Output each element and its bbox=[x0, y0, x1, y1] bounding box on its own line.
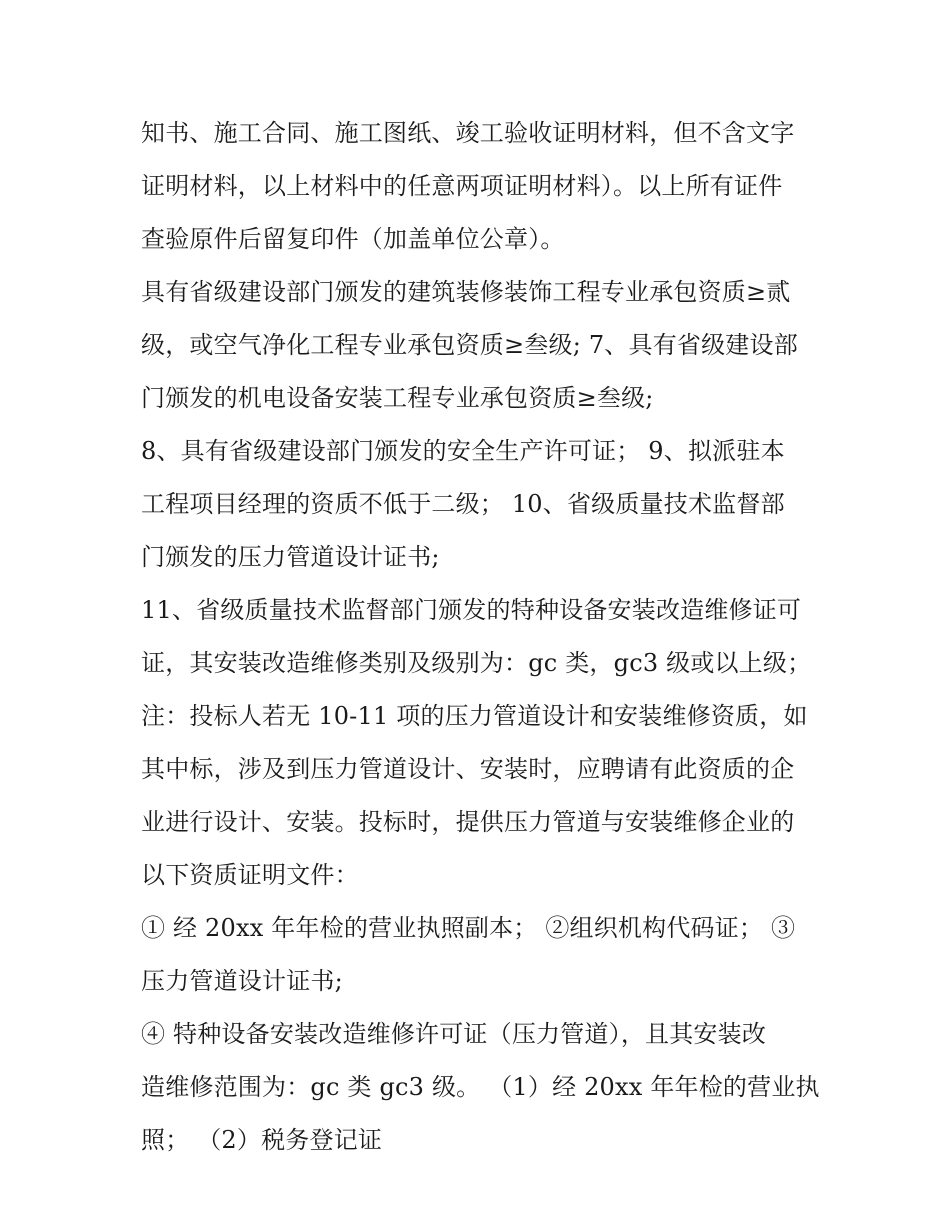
text-line: 工程项目经理的资质不低于二级； 10、省级质量技术监督部 bbox=[141, 490, 785, 518]
text-line: 查验原件后留复印件（加盖单位公章）。 bbox=[141, 225, 565, 253]
text-line: 门颁发的压力管道设计证书; bbox=[141, 543, 440, 571]
document-body bbox=[141, 107, 821, 1167]
text-line: ④ 特种设备安装改造维修许可证（压力管道），且其安装改 bbox=[141, 1020, 767, 1048]
text-line: 级，或空气净化工程专业承包资质≥叁级; 7、具有省级建设部 bbox=[141, 331, 798, 359]
text-line: ① 经 20xx 年年检的营业执照副本； ②组织机构代码证； ③ bbox=[141, 914, 796, 942]
text-line: 11、省级质量技术监督部门颁发的特种设备安装改造维修证可 bbox=[141, 596, 802, 624]
text-line: 业进行设计、安装。投标时，提供压力管道与安装维修企业的 bbox=[141, 808, 795, 836]
text-line: 注：投标人若无 10-11 项的压力管道设计和安装维修资质，如 bbox=[141, 702, 808, 730]
text-line: 其中标，涉及到压力管道设计、安装时，应聘请有此资质的企 bbox=[141, 755, 795, 783]
text-line: 以下资质证明文件： bbox=[141, 861, 359, 889]
text-line: 证，其安装改造维修类别及级别为：gc 类，gc3 级或以上级； bbox=[141, 649, 812, 677]
text-line: 压力管道设计证书; bbox=[141, 967, 343, 995]
text-line: 知书、施工合同、施工图纸、竣工验收证明材料，但不含文字 bbox=[141, 119, 795, 147]
text-line: 具有省级建设部门颁发的建筑装修装饰工程专业承包资质≥贰 bbox=[141, 278, 791, 306]
text-line: 造维修范围为：gc 类 gc3 级。 （1）经 20xx 年年检的营业执 bbox=[141, 1073, 820, 1101]
text-line: 门颁发的机电设备安装工程专业承包资质≥叁级; bbox=[141, 384, 654, 412]
text-line: 照； （2）税务登记证 bbox=[141, 1126, 383, 1154]
text-line: 8、具有省级建设部门颁发的安全生产许可证； 9、拟派驻本 bbox=[141, 437, 785, 465]
text-line: 证明材料，以上材料中的任意两项证明材料）。以上所有证件 bbox=[141, 172, 783, 200]
